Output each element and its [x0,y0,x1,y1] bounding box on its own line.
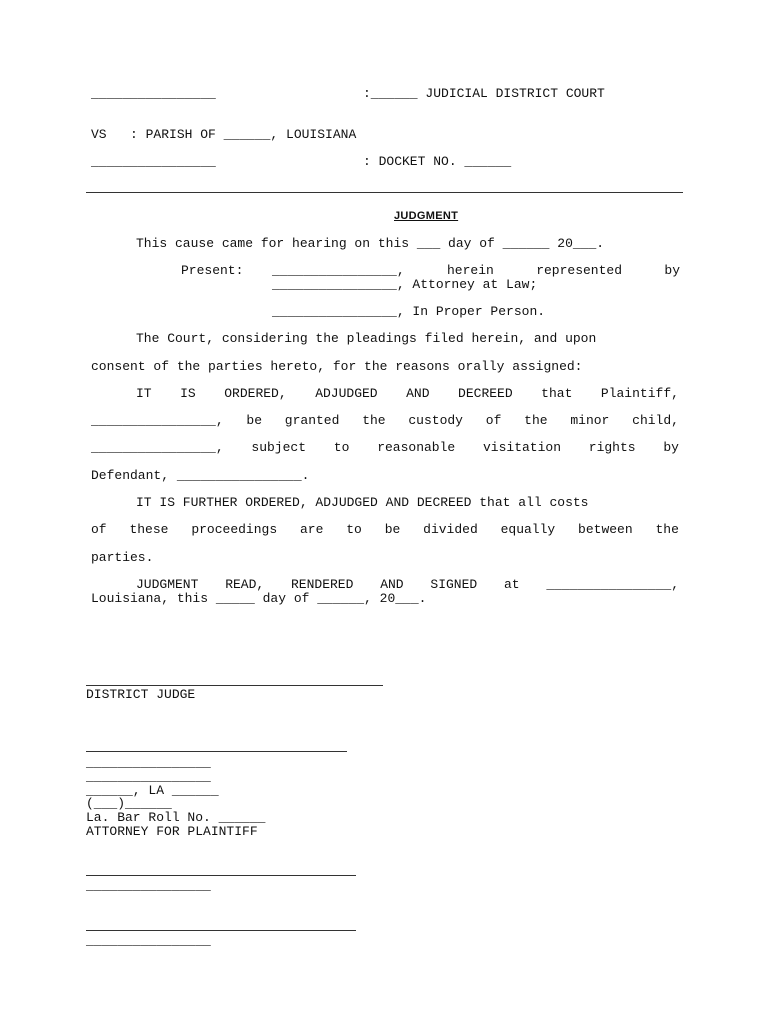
attorney-phone: (___)______ [86,796,172,811]
costs-line-1: IT IS FURTHER ORDERED, ADJUDGED AND DECREED that all costs [136,495,589,510]
costs-line-3: parties. [91,550,154,565]
signed-line-1: JUDGMENT READ, RENDERED AND SIGNED at ________________, [136,577,679,592]
court-paragraph-line-1: The Court, considering the pleadings filed herein, and upon [136,331,597,346]
caption-docket: : DOCKET NO. ______ [363,154,512,169]
order-line-2: ________________, be granted the custody of the minor child, [91,413,679,428]
order-line-3: ________________, subject to reasonable visitation rights by [91,440,679,455]
service-line-1 [86,875,356,876]
order-line-1: IT IS ORDERED, ADJUDGED AND DECREED that Plaintiff, [136,386,679,401]
attorney-city: ______, LA ______ [86,783,219,798]
attorney-label: ATTORNEY FOR PLAINTIFF [86,824,258,839]
caption-plaintiff-blank: ________________ [91,86,216,101]
present-label: Present: [181,263,244,278]
judge-label: DISTRICT JUDGE [86,687,196,702]
costs-line-2: of these proceedings are to be divided equally between the [91,522,679,537]
present-line-1: ________________, herein represented by [272,263,680,278]
present-line-3: ________________, In Proper Person. [272,304,546,319]
service-line-1-blank: ________________ [86,878,211,893]
attorney-signature-line [86,751,347,752]
caption-divider [86,192,683,193]
caption-defendant-blank: ________________ [91,154,216,169]
attorney-address-line-1: ________________ [86,755,211,770]
hearing-paragraph: This cause came for hearing on this ___ day of ______ 20___. [136,236,605,251]
court-paragraph-line-2: consent of the parties hereto, for the reasons orally assigned: [91,359,583,374]
bar-roll-number: La. Bar Roll No. ______ [86,810,266,825]
service-line-2-blank: ________________ [86,933,211,948]
present-line-2: ________________, Attorney at Law; [272,277,538,292]
service-line-2 [86,930,356,931]
caption-parish: VS : PARISH OF ______, LOUISIANA [91,127,357,142]
document-title: JUDGMENT [394,210,459,222]
order-line-4: Defendant, ________________. [91,468,310,483]
judge-signature-line [86,685,383,686]
attorney-address-line-2: ________________ [86,769,211,784]
caption-court-name: :______ JUDICIAL DISTRICT COURT [363,86,605,101]
signed-line-2: Louisiana, this _____ day of ______, 20___. [91,591,427,606]
